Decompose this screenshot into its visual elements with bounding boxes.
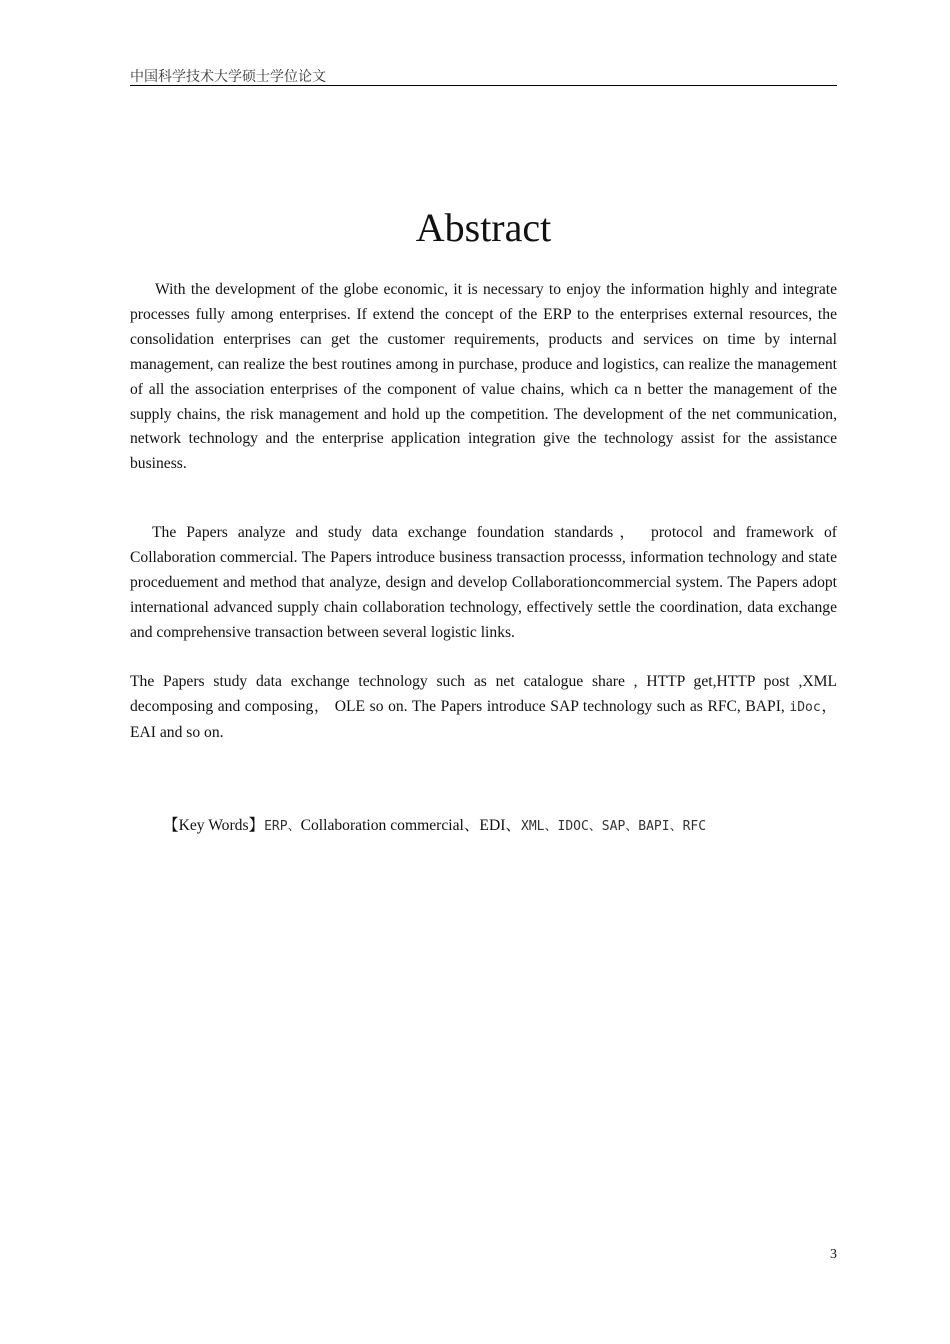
running-header: 中国科学技术大学硕士学位论文 [130, 70, 326, 85]
keyword-technical-terms: XML、IDOC、SAP、BAPI、RFC [521, 819, 707, 834]
abstract-paragraph-1: With the development of the globe economic, it is necessary to enjoy the information highly and integrate processes fully among enterprises. If extend the concept of the ERP to the enterprises external resources, the consolidation enterprises can get the customer requirements, products and services on time by internal management, can realize the best routines among in purchase, produce and logistics, can realize the management of all the association enterprises of the component of value chains, which ca n better the management of the supply chains, the risk management and hold up the competition. The development of the net communication, network technology and the enterprise application integration give the technology assist for the assistance business. [130, 281, 837, 473]
abstract-paragraph-3 [130, 670, 837, 746]
abstract-paragraph-2: The Papers analyze and study data exchange foundation standards， protocol and framework of Collaboration commercial. The Papers introduce business transaction processs, information technology and state proceduement and method that analyze, design and develop Collaborationcommercial system. The Papers adopt international advanced supply chain collaboration technology, effectively settle the coordination, data exchange and comprehensive transaction between several logistic links. [130, 524, 837, 641]
keyword-collaboration-edi: Collaboration commercial、EDI、 [300, 817, 522, 834]
paragraph-3-main-text: The Papers study data exchange technology such as net catalogue share , HTTP get,HTTP post ,XML decomposing and composing， OLE so on. The Papers introduce SAP technology such as RFC, BAPI, [130, 673, 837, 715]
keywords-line [163, 814, 706, 839]
header-rule [130, 85, 837, 86]
page-number: 3 [830, 1247, 837, 1262]
abstract-title: Abstract [415, 205, 552, 250]
keyword-erp: ERP、 [264, 819, 301, 834]
keywords-label: 【Key Words】 [163, 817, 265, 834]
paragraph-3-end-text: ，EAI and so on. [130, 697, 837, 741]
paragraph-3-idoc-term: iDoc [789, 699, 821, 715]
